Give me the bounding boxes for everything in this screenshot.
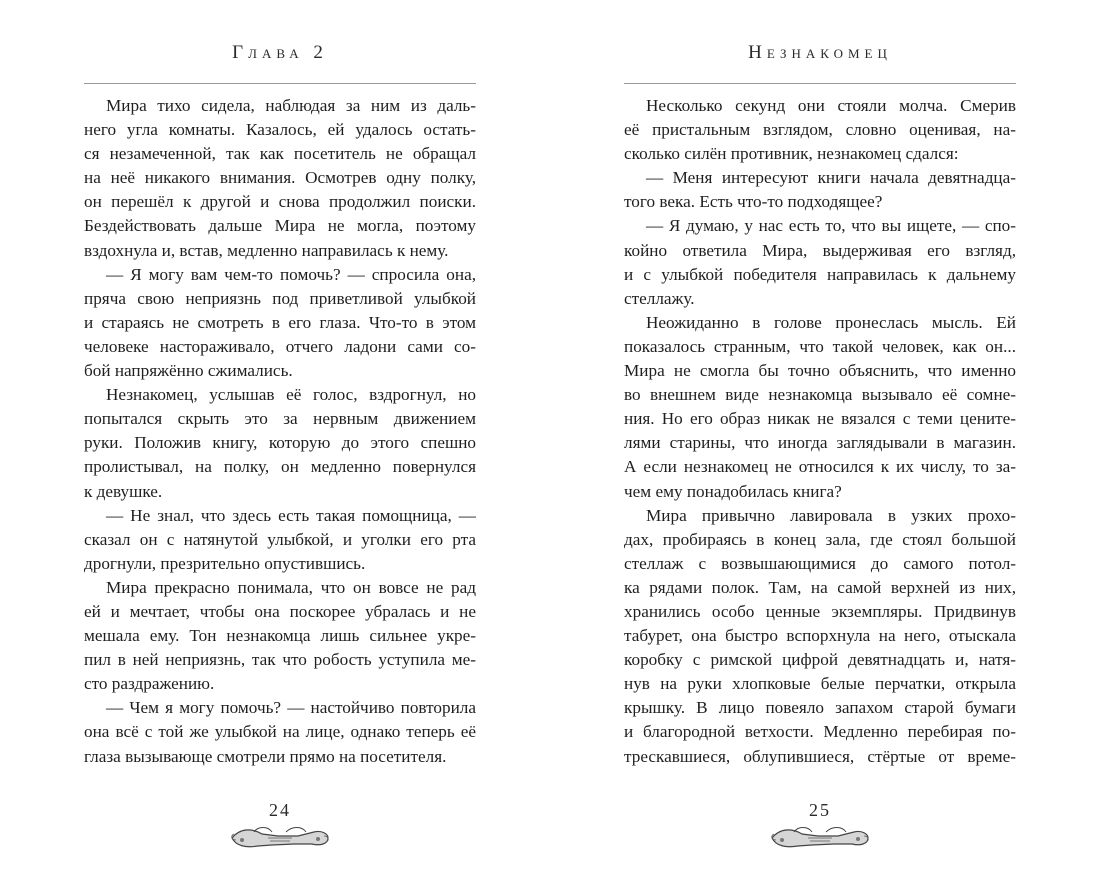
text-line: попытался скрыть это за нервным движением [84, 409, 476, 429]
text-line: руки. Положив книгу, которую до этого спешно [84, 433, 476, 453]
text-line: трескавшиеся, облупившиеся, стёртые от време- [624, 746, 1016, 766]
text-line: на неё никакого внимания. Осмотрев одну полку, [84, 168, 476, 188]
text-line: сто раздражению. [84, 674, 215, 694]
left-running-head: Глава 2 [232, 42, 328, 63]
text-line: к девушке. [84, 481, 163, 501]
left-page-text [84, 94, 476, 769]
text-line: лями старины, что иногда заглядывали в магазин. [624, 433, 1016, 453]
text-line: сказал он с натянутой улыбкой, и уголки его рта [84, 529, 476, 549]
text-line: Мира прекрасно понимала, что он вовсе не рад [106, 577, 476, 597]
right-page-text [624, 94, 1016, 769]
text-line: мешала ему. Тон незнакомца лишь сильнее укре- [84, 626, 476, 646]
paragraph [84, 263, 476, 383]
right-page-number: 25 [809, 800, 831, 820]
paragraph [84, 696, 476, 768]
text-line: А если незнакомец не относился к их числу, то за- [624, 457, 1016, 477]
text-line: дах, пробираясь в конец зала, где стоял большой [624, 529, 1016, 549]
text-line: Несколько секунд они стояли молча. Смерив [646, 96, 1016, 115]
left-header-rule [84, 83, 476, 84]
text-line: глаза вызывающе смотрели прямо на посетителя. [84, 746, 447, 766]
text-line: койно ответила Мира, выдерживая его взгляд, [624, 240, 1016, 260]
text-line: бой напряжённо сжимались. [84, 361, 293, 381]
text-line: ка рядами полок. Там, на самой верхней из них, [624, 577, 1016, 597]
left-page-number: 24 [269, 800, 291, 820]
text-line: того века. Есть что-то подходящее? [624, 192, 883, 212]
text-line: крышку. В лицо повеяло запахом старой бумаги [624, 698, 1016, 718]
paragraph [84, 383, 476, 503]
text-line: человеке настораживало, отчего ладони сами со- [84, 336, 476, 356]
text-line: дрогнули, презрительно опустившись. [84, 553, 366, 573]
text-line: ей и мечтает, чтобы она поскорее убралась и не [84, 601, 476, 621]
text-line: — Меня интересуют книги начала девятнадца- [646, 168, 1016, 188]
text-line: ся незамеченной, так как посетитель не обращал [84, 144, 476, 164]
text-line: него угла комнаты. Казалось, ей удалось остать- [84, 120, 476, 140]
paragraph [84, 94, 476, 263]
text-line: пил в ней неприязнь, так что робость уступила ме- [84, 650, 476, 670]
clasped-hands-ornament-icon [228, 818, 332, 852]
text-line: чем ему понадобилась книга? [624, 481, 842, 501]
text-line: табурет, она быстро вспорхнула на него, отыскала [624, 626, 1016, 646]
paragraph [84, 504, 476, 576]
text-line: и стараясь не смотреть в его глаза. Что-то в этом [84, 312, 476, 332]
paragraph [624, 94, 1016, 166]
text-line: Мира привычно лавировала в узких прохо- [646, 505, 1016, 525]
text-line: стеллажу. [624, 288, 695, 308]
clasped-hands-ornament-icon [768, 818, 872, 852]
text-line: пролистывал, на полку, он медленно повернулся [84, 457, 476, 477]
text-line: — Не знал, что здесь есть такая помощница, — [106, 505, 476, 525]
text-line: вздохнула и, встав, медленно направилась к нему. [84, 240, 449, 260]
text-line: — Я думаю, у нас есть то, что вы ищете, — спо- [646, 216, 1016, 236]
right-running-head: Незнакомец [748, 42, 892, 63]
text-line: нув на руки хлопковые белые перчатки, открыла [624, 674, 1016, 694]
text-line: пряча свою неприязнь под приветливой улыбкой [84, 288, 476, 308]
left-page [84, 0, 476, 880]
paragraph [624, 214, 1016, 310]
text-line: и благородной ветхости. Медленно перебирая по- [624, 722, 1016, 742]
text-line: показалось странным, что такой человек, как он... [624, 336, 1016, 356]
paragraph [624, 166, 1016, 214]
right-header-rule [624, 83, 1016, 84]
text-line: — Чем я могу помочь? — настойчиво повторила [106, 698, 476, 718]
text-line: и с улыбкой победителя направилась к дальнему [624, 264, 1016, 284]
text-line: Мира тихо сидела, наблюдая за ним из даль- [106, 96, 476, 115]
right-page [624, 0, 1016, 880]
text-line: сколько силён противник, незнакомец сдался: [624, 144, 959, 164]
text-line: он перешёл к другой и снова продолжил поиски. [84, 192, 476, 212]
text-line: стеллаж с возвышающимися до самого потол- [624, 553, 1016, 573]
paragraph [624, 311, 1016, 504]
text-line: во внешнем виде незнакомца вызывало её сомне- [624, 385, 1016, 405]
paragraph [624, 504, 1016, 769]
text-line: Бездействовать дальше Мира не могла, поэтому [84, 216, 476, 236]
paragraph [84, 576, 476, 696]
text-line: она всё с той же улыбкой на лице, однако теперь её [84, 722, 476, 742]
text-line: Мира не смогла бы точно объяснить, что именно [624, 361, 1016, 381]
text-line: коробку с римской цифрой девятнадцать и, натя- [624, 650, 1016, 670]
text-line: Неожиданно в голове пронеслась мысль. Ей [646, 312, 1016, 332]
text-line: — Я могу вам чем-то помочь? — спросила она, [106, 264, 476, 284]
text-line: её пристальным взглядом, словно оценивая, на- [624, 120, 1016, 140]
text-line: ния. Но его образ никак не вязался с теми цените- [624, 409, 1016, 429]
text-line: хранились особо ценные экземпляры. Придвинув [624, 601, 1016, 621]
text-line: Незнакомец, услышав её голос, вздрогнул, но [106, 385, 476, 405]
